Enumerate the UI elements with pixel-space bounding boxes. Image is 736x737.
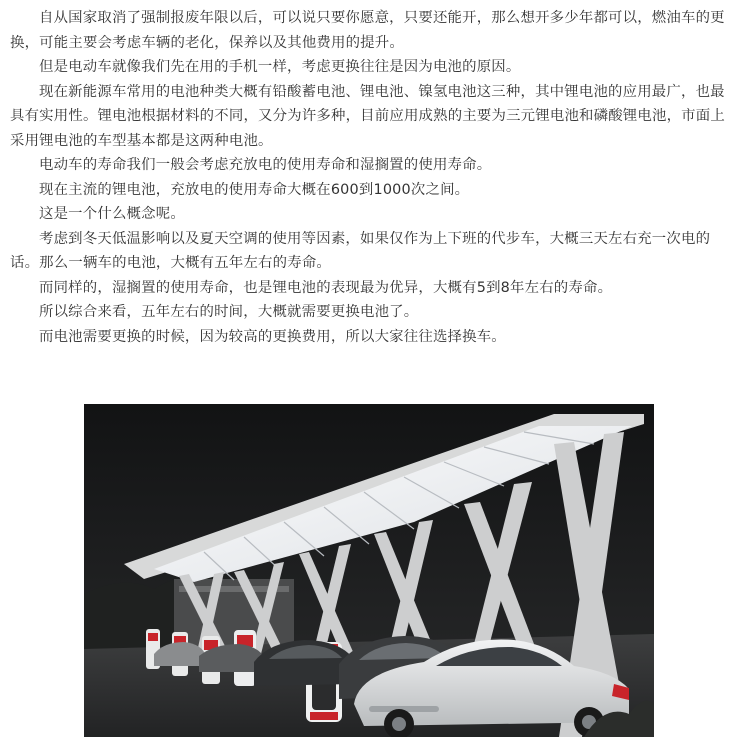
paragraph: 现在主流的锂电池，充放电的使用寿命大概在600到1000次之间。 [39,181,470,198]
article-body [10,6,726,349]
paragraph: 所以综合来看，五年左右的时间，大概就需要更换电池了。 [39,304,419,320]
paragraph: 自从国家取消了强制报废年限以后，可以说只要你愿意，只要还能开，那么想开多少年都可以，燃油车的更换，可能主要会考虑车辆的老化，保养以及其他费用的提升。 [10,10,725,51]
paragraph: 这是一个什么概念呢。 [39,206,185,222]
paragraph: 电动车的寿命我们一般会考虑充放电的使用寿命和湿搁置的使用寿命。 [39,157,492,173]
paragraph: 但是电动车就像我们先在用的手机一样，考虑更换往往是因为电池的原因。 [39,59,521,75]
charging-station-photo [84,404,654,737]
paragraph: 而电池需要更换的时候，因为较高的更换费用，所以大家往往选择换车。 [39,328,506,345]
paragraph: 而同样的，湿搁置的使用寿命，也是锂电池的表现最为优异，大概有5到8年左右的寿命。 [39,279,613,296]
paragraph: 现在新能源车常用的电池种类大概有铅酸蓄电池、锂电池、镍氢电池这三种，其中锂电池的应用最广，也最具有实用性。锂电池根据材料的不同，又分为许多种，目前应用成熟的主要为三元锂电池和磷酸锂电池，市面上采用锂电池的车型基本都是这两种电池。 [10,83,725,149]
paragraph: 考虑到冬天低温影响以及夏天空调的使用等因素，如果仅作为上下班的代步车，大概三天左右充一次电的话。那么一辆车的电池，大概有五年左右的寿命。 [10,230,711,271]
